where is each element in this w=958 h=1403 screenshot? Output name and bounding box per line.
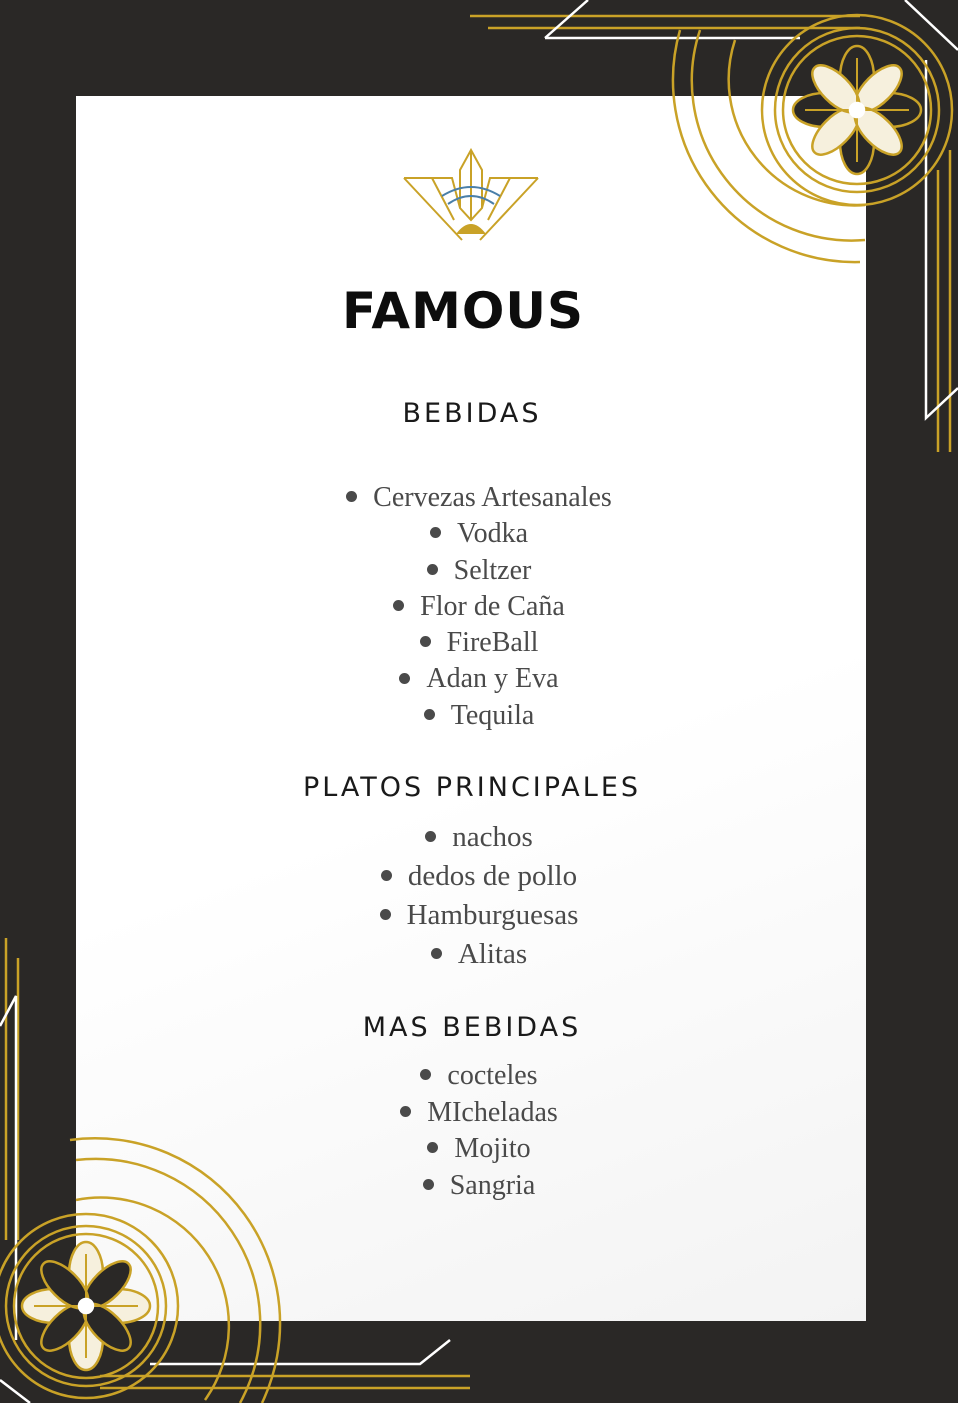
bullet-dot-icon <box>393 600 404 611</box>
bullet-dot-icon <box>427 564 438 575</box>
list-item <box>0 516 958 552</box>
bullet-dot-icon <box>399 673 410 684</box>
list-item <box>0 698 958 734</box>
bullet-dot-icon <box>380 909 391 920</box>
list-item <box>0 1058 958 1095</box>
bullet-dot-icon <box>427 1142 438 1153</box>
item-label: Alitas <box>457 938 528 970</box>
item-label: Flor de Caña <box>420 590 565 622</box>
list-item <box>0 480 958 516</box>
bullet-dot-icon <box>431 948 442 959</box>
list-item <box>0 857 958 896</box>
bebidas-list <box>0 480 958 734</box>
bullet-dot-icon <box>400 1106 411 1117</box>
bullet-dot-icon <box>425 831 436 842</box>
item-label: Seltzer <box>453 554 532 586</box>
bullet-dot-icon <box>423 1179 434 1190</box>
item-label: cocteles <box>447 1060 538 1091</box>
item-label: nachos <box>452 821 533 853</box>
section-heading-platos: PLATOS PRINCIPALES <box>302 772 642 803</box>
list-item <box>0 625 958 661</box>
item-label: Adan y Eva <box>426 663 559 695</box>
item-label: Hamburguesas <box>406 899 579 931</box>
bullet-dot-icon <box>420 1069 431 1080</box>
page-title: FAMOUS <box>342 282 584 340</box>
list-item <box>0 553 958 589</box>
item-label: Sangria <box>449 1169 536 1201</box>
bullet-dot-icon <box>381 870 392 881</box>
section-heading-bebidas: BEBIDAS <box>402 398 542 429</box>
platos-list <box>0 818 958 974</box>
list-item <box>0 1168 958 1205</box>
section-heading-mas-bebidas: MAS BEBIDAS <box>362 1012 582 1043</box>
item-label: Cervezas Artesanales <box>373 482 612 513</box>
list-item <box>0 896 958 935</box>
bullet-dot-icon <box>346 491 357 502</box>
list-item <box>0 589 958 625</box>
item-label: dedos de pollo <box>407 860 578 892</box>
list-item <box>0 661 958 697</box>
mas-bebidas-list <box>0 1058 958 1204</box>
bullet-dot-icon <box>420 636 431 647</box>
item-label: FireBall <box>446 627 539 659</box>
art-deco-crest-icon <box>402 148 540 246</box>
list-item <box>0 1131 958 1168</box>
item-label: Tequila <box>450 699 535 731</box>
list-item <box>0 818 958 857</box>
list-item <box>0 935 958 974</box>
item-label: MIcheladas <box>427 1096 558 1128</box>
bullet-dot-icon <box>430 527 441 538</box>
item-label: Vodka <box>456 518 529 550</box>
bullet-dot-icon <box>424 709 435 720</box>
item-label: Mojito <box>454 1133 531 1164</box>
list-item <box>0 1095 958 1132</box>
